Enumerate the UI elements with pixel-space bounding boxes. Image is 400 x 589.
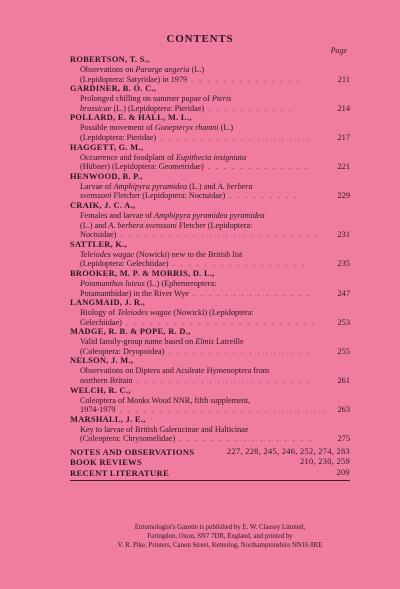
entry-title-line: (Coleoptera: Chrysomelidae) . . . . . . . . . . . . . . . . . (80, 434, 313, 444)
entry-title (80, 337, 350, 356)
entry-title-line: Key to larvae of British Galerucinae and Halticinae (80, 424, 249, 434)
notes-and-observations-label: NOTES AND OBSERVATIONS (70, 447, 195, 458)
entry-title-line: northern Britain . . . . . . . . . . . . . . . . . . . . . . (80, 376, 311, 386)
entry-author: MADGE, R. B. & POPE, R. D., (70, 327, 191, 337)
entry-title-line: 1974-1979 . . . . . . . . . . . . . . . . . . . . . . . . . . (80, 405, 326, 415)
entry-title (80, 182, 350, 201)
divider-rule (70, 480, 350, 481)
contents-entry (70, 55, 350, 84)
contents-entry (70, 113, 350, 142)
entry-author: CRAIK, J. C. A., (70, 200, 136, 210)
notes-and-observations-row (70, 447, 350, 457)
leader-dots: . . . . . . . . . . . . . . . (188, 288, 311, 298)
entry-title-line: Teleiodes wagae (Nowicki) new to the British list (80, 249, 243, 259)
entry-page-number: 263 (337, 405, 350, 415)
leader-dots: . . . . . . . . . . . . . . . . . (168, 259, 307, 269)
contents-entry (70, 201, 350, 240)
contents-entry (70, 84, 350, 113)
book-reviews-pages: 210, 230, 259 (300, 457, 350, 467)
leader-dots: . . . . . . . . . . . . . (203, 162, 309, 172)
notes-and-observations-pages: 227, 228, 245, 246, 252, 274, 283 (227, 447, 350, 457)
footer-line: Entomologist's Gazette is published by E. W. Classey Limited, (134, 524, 306, 531)
entry-title-line: Valid family-group name based on Elmis Latreille (80, 337, 244, 347)
book-reviews-label: BOOK REVIEWS (70, 457, 143, 468)
entry-title-line: (Lepidoptera: Gelechiidae) . . . . . . . . . . . . . . . . . (80, 259, 307, 269)
entry-author: MARSHALL, J. E., (70, 414, 146, 424)
leader-dots: . . . . . . . . . . . . . . (187, 74, 301, 84)
footer-line: Faringdon, Oxon, SN7 7DR, England, and printed by (147, 533, 293, 540)
entry-title-line: Possible movement of Gonepteryx rhamni (L.) (80, 123, 234, 133)
entry-title-line: (Lepidoptera: Satyridae) in 1979 . . . . . . . . . . . . . . (80, 74, 301, 84)
entry-title (80, 308, 350, 327)
entry-page-number: 255 (337, 346, 350, 356)
entry-author: POLLARD, E. & HALL, M. L., (70, 113, 192, 123)
leader-dots: . . . . . . . . . . . . . . . . . . . . . . . . (121, 317, 317, 327)
entry-title-line: (L.) and A. berbera svenssoni Fletcher (Lepidoptera: (80, 220, 253, 230)
entry-title-line: Biology of Teleiodes wagae (Nowicki) (Lepidoptera: (80, 308, 254, 318)
entry-title-line: (Hübner) (Lepidoptera: Geometridae) . . . . . . . . . . . . . (80, 162, 309, 172)
entry-title-line: Gelechiidae) . . . . . . . . . . . . . . . . . . . . . . . . (80, 317, 317, 327)
entry-title (80, 153, 350, 172)
entry-title (80, 366, 350, 385)
leader-dots: . . . . . . . . . . . . . . . . . . . (156, 132, 310, 142)
entry-title-line: Coleoptera of Monks Wood NNR, fifth supplement, (80, 395, 251, 405)
entry-title-line: Larvae of Amphipyra pyramidea (L.) and A. berbera (80, 181, 253, 191)
entry-author: GARDINER, B. O. C., (70, 84, 157, 94)
contents-entry (70, 269, 350, 298)
entry-author: SATTLER, K., (70, 239, 127, 249)
entry-page-number: 253 (337, 317, 350, 327)
entry-page-number: 235 (337, 259, 350, 269)
contents-entry (70, 143, 350, 172)
entry-title-line: Prolonged chilling on summer pupae of Pieris (80, 94, 232, 104)
entry-title (80, 94, 350, 113)
contents-entry (70, 298, 350, 327)
entry-title (80, 65, 350, 84)
entry-title-line: (Lepidoptera: Pieridae) . . . . . . . . . . . . . . . . . . . (80, 132, 310, 142)
entry-title-line: svenssoni Fletcher (Lepidoptera: Noctuidae) . . . . . . . . . (80, 191, 299, 201)
entry-author: BROOKER, M. P. & MORRIS, D. L., (70, 268, 215, 278)
contents-entry (70, 356, 350, 385)
entry-page-number: 217 (337, 132, 350, 142)
entry-title-line: (Coleoptera: Dryopoidea) . . . . . . . . . . . . . . . . . . (80, 346, 311, 356)
entry-page-number: 214 (337, 103, 350, 113)
entry-title-line: Females and larvae of Amphipyra pyramidea pyramidea (80, 210, 265, 220)
leader-dots: . . . . . . . . . . . . . . . . . . (164, 346, 311, 356)
entry-page-number: 247 (337, 288, 350, 298)
contents-entry (70, 327, 350, 356)
leader-dots: . . . . . . . . . . . . . . . . . . . . . . . . . (116, 230, 319, 240)
entry-page-number: 211 (337, 74, 350, 84)
entry-author: ROBERTSON, T. S., (70, 55, 150, 64)
entry-page-number: 221 (337, 162, 350, 172)
leader-dots: . . . . . . . . . . . . . . . . . . . . . . (132, 376, 311, 386)
contents-entry (70, 172, 350, 201)
contents-entry (70, 386, 350, 415)
entry-page-number: 275 (337, 434, 350, 444)
entry-title (80, 123, 350, 142)
entry-title (80, 396, 350, 415)
entry-author: NELSON, J. M., (70, 356, 134, 366)
publisher-footer (70, 523, 370, 550)
footer-line: V. R. Pike, Printers, Canon Street, Kettering, Northamptonshire NN16 8RE (117, 542, 323, 549)
entry-title-line: Potamanthus luteus (L.) (Ephemeroptera: (80, 278, 217, 288)
page-column-header: Page (330, 46, 347, 55)
entry-author: LANGMAID, J. R., (70, 298, 146, 308)
leader-dots: . . . . . . . . . . . (204, 103, 294, 113)
entry-title-line: Observations on Pararge aegeria (L.) (80, 65, 205, 74)
entry-title (80, 211, 350, 240)
recent-literature-pages: 209 (336, 467, 350, 477)
page-title: CONTENTS (166, 33, 234, 45)
entry-page-number: 231 (337, 230, 350, 240)
entry-title-line: Potamanthidae) in the River Wye . . . . . . . . . . . . . . . (80, 288, 311, 298)
leader-dots: . . . . . . . . . . . . . . . . . . . . . . . . . . (115, 405, 326, 415)
entry-author: WELCH, R. C., (70, 385, 131, 395)
entry-title-line: brassicae (L.) (Lepidoptera: Pieridae) . . . . . . . . . . . (80, 103, 294, 113)
entry-title (80, 279, 350, 298)
entry-title-line: Observations on Diptera and Aculeate Hymenoptera from (80, 366, 270, 376)
leader-dots: . . . . . . . . . . . . . . . . . (175, 434, 313, 444)
entry-title (80, 250, 350, 269)
entry-title (80, 425, 350, 444)
leader-dots: . . . . . . . . . (225, 191, 299, 201)
entry-title-line: Occurrence and foodplant of Eupithecia insigniata (80, 152, 247, 162)
entry-page-number: 261 (337, 376, 350, 386)
book-reviews-row (70, 457, 350, 467)
recent-literature-row (70, 468, 350, 478)
contents-list (70, 55, 350, 484)
entry-page-number: 229 (337, 191, 350, 201)
entry-author: HENWOOD, B. P., (70, 171, 143, 181)
entry-author: HAGGETT, G. M., (70, 142, 144, 152)
entry-title-line: Noctuidae) . . . . . . . . . . . . . . . . . . . . . . . . . (80, 230, 319, 240)
contents-entry (70, 415, 350, 444)
contents-entry (70, 240, 350, 269)
recent-literature-label: RECENT LITERATURE (70, 467, 170, 478)
